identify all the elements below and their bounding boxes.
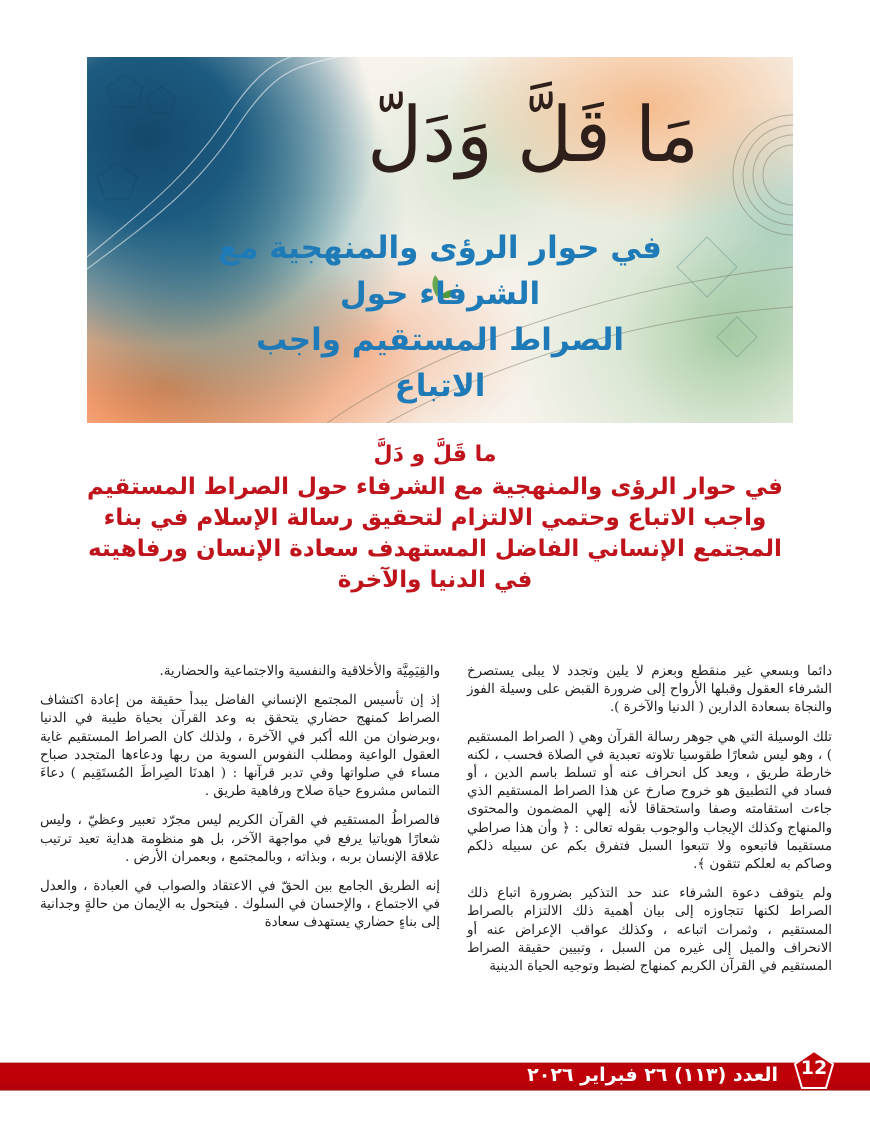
banner-title: مَا قَلَّ وَدَلّ (367, 90, 699, 179)
paragraph: دائما وبسعي غير منقطع وبعزم لا يلين وتجدد لا يبلى يستصرخ الشرفاء العقول وقبلها الأرواح إلى ضرورة القبض على وسيلة الفوز والنجاة بسعادة الدارين ( الدنيا والآخرة ). (467, 664, 832, 716)
banner-subtitle-line: الشرفاء حول (339, 276, 541, 312)
paragraph: تلك الوسيلة التي هي جوهر رسالة القرآن وهي ( الصراط المستقيم ) ، وهو ليس شعارًا طقوسيا تلاوته تعبدية في الصلاة فحسب ، لكنه خارطة طريق ، ويعد كل انحراف عنه أو تسلط باسم الدين ، أو فساد في التطبيق هو خروج صارخ عن هذا الصراط المستقيم الذي جاءت استقامته وصفا واستحقاقا لأنه إلهي المضمون والمحتوى والمنهاج وكذلك الإيجاب والوجوب بقوله تعالى : ﴿ وأن هذا صراطي مستقيما فاتبعوه ولا تتبعوا السبل فتفرق بكم عن سبيله ذلكم وصاكم به لعلكم تتقون ﴾. (467, 729, 832, 873)
article-heading (40, 438, 830, 596)
heading-line: المجتمع الإنساني الفاضل المستهدف سعادة الإنسان ورفاهيته (88, 536, 782, 562)
heading-main: ما قَلَّ و دَلَّ (373, 442, 497, 467)
article-column-left (40, 663, 440, 944)
heading-line: في الدنيا والآخرة (337, 567, 533, 593)
article-column-right (467, 663, 832, 987)
page-number: 12 (800, 1057, 828, 1079)
banner-subtitle (147, 225, 733, 409)
banner-subtitle-line: في حوار الرؤى والمنهجية مع (218, 230, 662, 266)
banner-subtitle-line: الصراط المستقيم واجب (255, 322, 625, 358)
paragraph: إنه الطريق الجامع بين الحقّ في الاعتقاد والصواب في العبادة ، والعدل في الاجتماع ، والإحسان في السلوك . فيتحول به الإيمان من حالةٍ وجدانية إلى بناءٍ حضاري يستهدف سعادة (40, 879, 440, 931)
header-banner-image (87, 57, 793, 423)
paragraph: والقِيَمِيَّة والأخلاقية والنفسية والاجتماعية والحضارية. (159, 664, 440, 679)
heading-line: في حوار الرؤى والمنهجية مع الشرفاء حول الصراط المستقيم (87, 474, 783, 500)
heading-line: واجب الاتباع وحتمي الالتزام لتحقيق رسالة الإسلام في بناء (103, 505, 767, 531)
banner-subtitle-line: الاتباع (394, 368, 486, 404)
paragraph: فالصراطُ المستقيم في القرآن الكريم ليس مجرّد تعبير وعظيّ ، وليس شعارًا هوياتيا يرفع في مواجهة الآخر، بل هو منظومة هداية تعيد ترتيب علاقة الإنسان بربه ، وبذاته ، وبالمجتمع ، وبعمران الأرض . (40, 813, 440, 865)
issue-info: العدد (١١٣) ٢٦ فبراير ٢٠٢٦ (527, 1064, 778, 1086)
paragraph: إذ إن تأسيس المجتمع الإنساني الفاضل يبدأ حقيقة من إعادة اكتشاف الصراط كمنهج حضاري يتحقق به وعد القرآن بحياة طيبة في الدنيا ،وبرضوان من الله أكبر في الآخرة ، ولذلك كان الصراط المستقيم غاية العقول الواعية ومطلب النفوس السوية من ربها ودعاءها المتجدد صباح مساء في صلواتها وفي تدبر قرآنها : ( اهدنَا الصِراطَ المُستَقِيم ) دعاءَ التماس مشروع حياة صلاح ورفاهية طريق . (40, 693, 440, 800)
paragraph: ولم يتوقف دعوة الشرفاء عند حد التذكير بضرورة اتباع ذلك الصراط لكنها تتجاوزه إلى بيان أهمية ذلك الالتزام بالصراط المستقيم ، وثمرات اتباعه ، وكذلك عواقب الإعراض عنه أو الانحراف والميل إلى غيره من السبل ، وتبيين حقيقة الصراط المستقيم في القرآن الكريم كمنهاج لضبط وتوجيه الحياة الدينية (467, 886, 832, 975)
